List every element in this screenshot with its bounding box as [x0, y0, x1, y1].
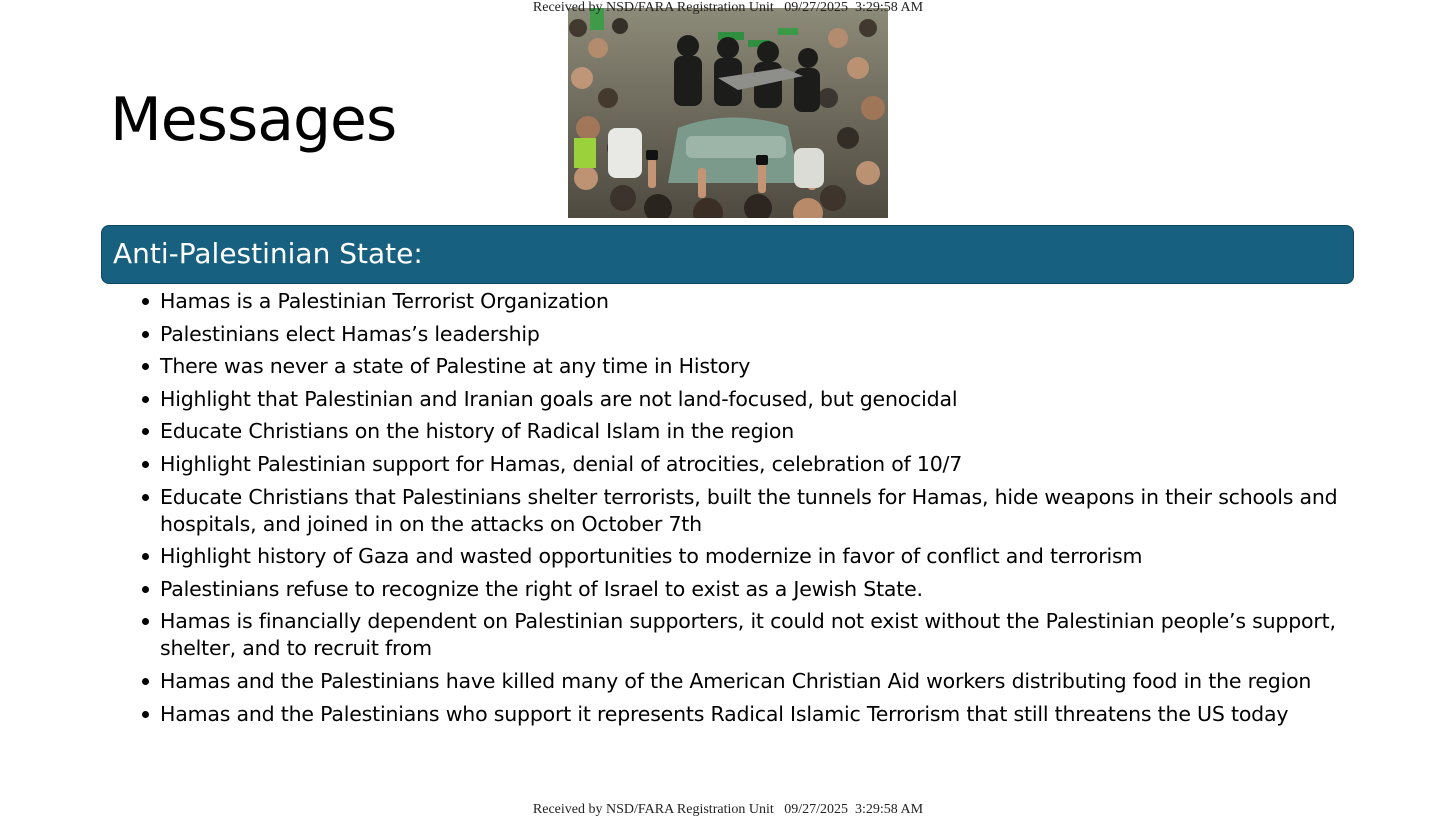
list-item: Hamas and the Palestinians who support it represents Radical Islamic Terrorism that still threatens the US today [160, 701, 1350, 728]
list-item: Educate Christians that Palestinians shelter terrorists, built the tunnels for Hamas, hide weapons in their schools and hospitals, and joined in on the attacks on October 7th [160, 484, 1350, 538]
section-header-bar [101, 225, 1354, 284]
registration-stamp-top: Received by NSD/FARA Registration Unit 09/27/2025 3:29:58 AM [532, 0, 924, 15]
list-item: Highlight Palestinian support for Hamas, denial of atrocities, celebration of 10/7 [160, 451, 1350, 478]
crowd-photo [568, 8, 888, 218]
list-item: Educate Christians on the history of Radical Islam in the region [160, 418, 1350, 445]
slide-title: Messages [110, 85, 397, 155]
list-item: There was never a state of Palestine at any time in History [160, 353, 1350, 380]
registration-stamp-bottom: Received by NSD/FARA Registration Unit 09/27/2025 3:29:58 AM [532, 802, 924, 817]
list-item: Hamas is financially dependent on Palestinian supporters, it could not exist without the Palestinian people’s support, shelter, and to recruit from [160, 608, 1350, 662]
list-item: Highlight history of Gaza and wasted opportunities to modernize in favor of conflict and terrorism [160, 543, 1350, 570]
list-item: Hamas and the Palestinians have killed many of the American Christian Aid workers distributing food in the region [160, 668, 1350, 695]
list-item: Palestinians refuse to recognize the right of Israel to exist as a Jewish State. [160, 576, 1350, 603]
list-item: Hamas is a Palestinian Terrorist Organization [160, 288, 1350, 315]
bullet-list [160, 288, 1350, 733]
list-item: Highlight that Palestinian and Iranian goals are not land-focused, but genocidal [160, 386, 1350, 413]
section-header-text: Anti-Palestinian State: [113, 237, 423, 270]
list-item: Palestinians elect Hamas’s leadership [160, 321, 1350, 348]
